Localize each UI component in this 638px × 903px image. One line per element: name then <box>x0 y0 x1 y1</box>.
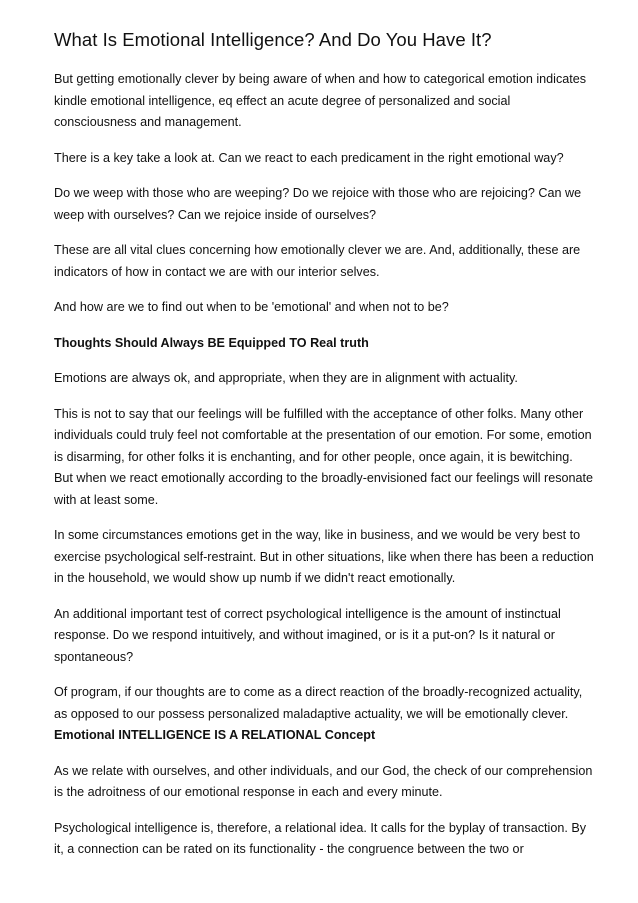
paragraph-6: Emotions are always ok, and appropriate, when they are in alignment with actuality. <box>54 371 518 385</box>
paragraph-2: There is a key take a look at. Can we react to each predicament in the right emotional way? <box>54 150 564 165</box>
document-page <box>54 0 594 861</box>
paragraph-12: Psychological intelligence is, therefore, a relational idea. It calls for the byplay of transaction. By it, a connection can be rated on its functionality - the congruence between the two or <box>54 820 587 856</box>
paragraph-9: An additional important test of correct psychological intelligence is the amount of instinctual response. Do we respond intuitively, and without imagined, or is it a put-on? Is it natural or spontaneous? <box>54 606 561 664</box>
paragraph-10 <box>54 682 594 747</box>
paragraph-3: Do we weep with those who are weeping? Do we rejoice with those who are rejoicing? Can we weep with ourselves? Can we rejoice inside of ourselves? <box>54 186 582 222</box>
paragraph-4: These are all vital clues concerning how emotionally clever we are. And, additionally, these are indicators of how in contact we are with our interior selves. <box>54 243 581 279</box>
document-title: What Is Emotional Intelligence? And Do You Have It? <box>54 29 492 50</box>
paragraph-8: In some circumstances emotions get in the way, like in business, and we would be very best to exercise psychological self-restraint. But in other situations, like when there has been a reduction in the household, we would show up numb if we didn't react emotionally. <box>54 528 594 585</box>
paragraph-7: This is not to say that our feelings will be fulfilled with the acceptance of other folks. Many other individuals could truly feel not comfortable at the presentation of our emotion. For some, emotion is disarming, for other folks it is enchanting, and for other people, once again, it is bewitching. But when we react emotionally according to the broadly-envisioned fact our feelings will resonate with at least some. <box>54 406 594 507</box>
paragraph-1: But getting emotionally clever by being aware of when and how to categorical emotion indicates kindle emotional intelligence, eq effect an acute degree of personalized and social consciousness and management. <box>54 72 587 129</box>
paragraph-11: As we relate with ourselves, and other individuals, and our God, the check of our comprehension is the adroitness of our emotional response in each and every minute. <box>54 763 593 799</box>
section-heading-1: Thoughts Should Always BE Equipped TO Real truth <box>54 335 369 350</box>
section-heading-2: Emotional INTELLIGENCE IS A RELATIONAL Concept <box>54 728 376 742</box>
paragraph-10-text: Of program, if our thoughts are to come as a direct reaction of the broadly-recognized actuality, as opposed to our possess personalized maladaptive actuality, we will be emotionally clever. <box>54 685 583 721</box>
paragraph-5: And how are we to find out when to be 'emotional' and when not to be? <box>54 300 449 314</box>
